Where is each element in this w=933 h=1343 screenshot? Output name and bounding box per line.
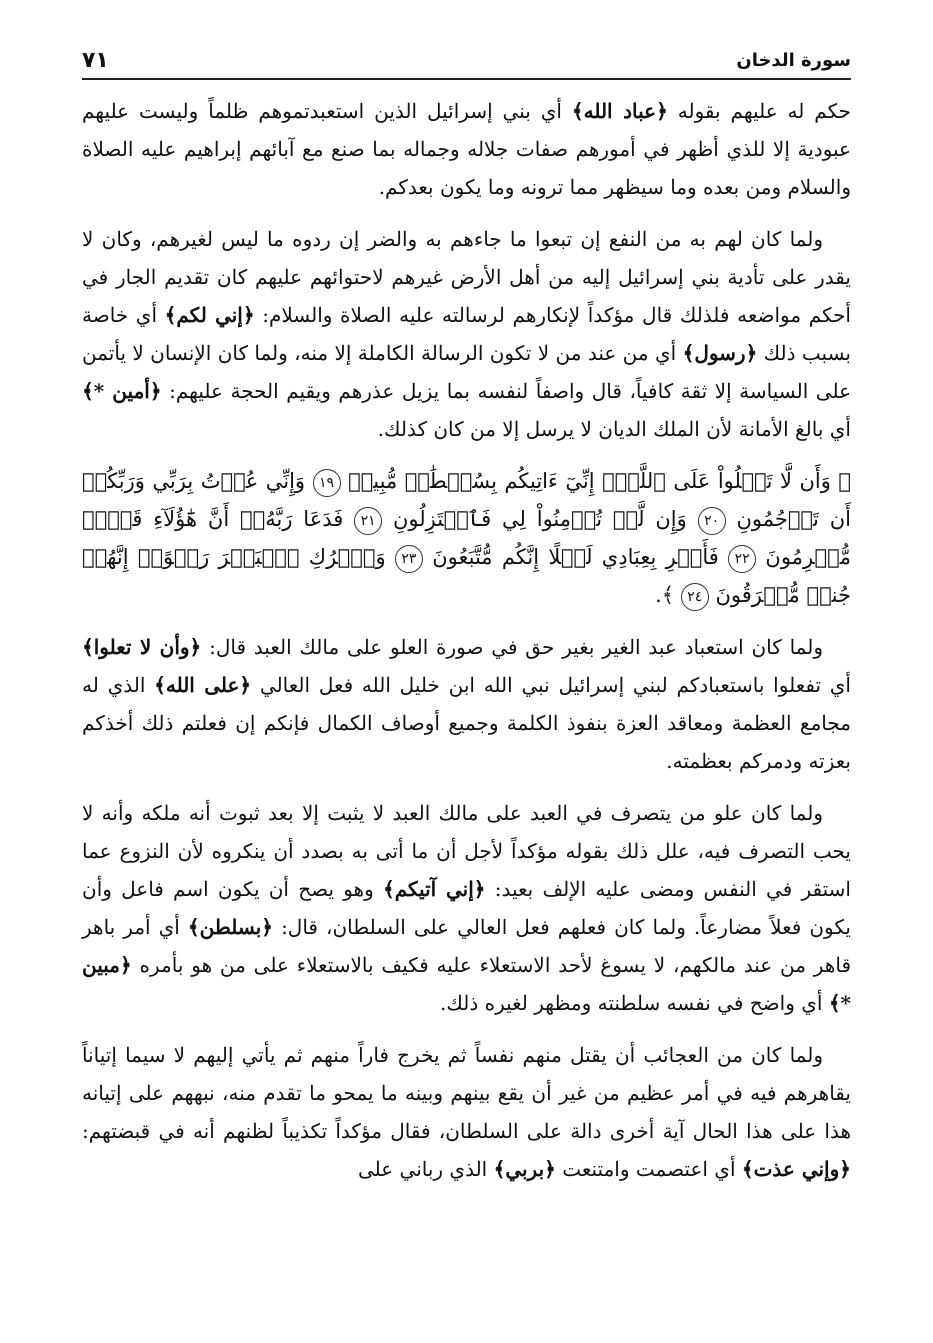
text: أي من عند من لا تكون الرسالة الكاملة إلا منه، ولما كان الإنسان لا يأتمن على السياسة إلا ثقة كافياً، قال واصفاً لنفسه بما يزيل عذرهم ويقيم الحجة عليهم: [82, 341, 851, 403]
text: ولما كان لهم به من النفع إن تبعوا ما جاءهم به والضر إن ردوه ما ليس لغيرهم، وكان لا يقدر على تأدية بني إسرائيل إليه من أهل الأرض غيرهم لاحتوائهم عليهم كان تقديم الجار في أحكم مواضعه فلذلك قال مؤكداً لإنكارهم لرسالته عليه الصلاة والسلام: [82, 227, 851, 327]
text: أي بني إسرائيل الذين استعبدتموهم ظلماً وليست عليهم عبودية إلا للذي أظهر في أمورهم صفات جلاله وجماله بما صنع مع آبائهم إبراهيم عليه الصلاة والسلام ومن بعده وما سيظهر مما ترونه وما يكون بعدكم. [82, 99, 851, 199]
text: الذي له مجامع العظمة ومعاقد العزة بنفوذ الكلمة وجميع أوصاف الكمال فإنكم إن فعلتم ذلك أخذكم بعزته ودمركم بعظمته. [82, 673, 851, 773]
paragraph-5 [82, 1036, 851, 1188]
verse-text: وَأَن لَّا تَعۡلُواْ عَلَى ٱللَّهِۖ إِنِّيٓ ءَاتِيكُم بِسُلۡطَٰنٖ مُّبِينٖ [340, 469, 839, 493]
text: أي خاصة بسبب ذلك [82, 303, 851, 365]
page-header [82, 46, 851, 80]
page-number: ٧١ [82, 48, 109, 73]
page-body [82, 92, 851, 1202]
ayah-number: ١٩ [313, 469, 341, 497]
verse-text: وَٱتۡرُكِ ٱلۡبَحۡرَ رَهۡوًاۖ إِنَّهُمۡ جُندٞ مُّغۡرَقُونَ [82, 545, 851, 607]
paragraph-4 [82, 794, 851, 1022]
surah-title: سورة الدخان [736, 50, 851, 71]
quran-quote: ﴿بربي﴾ [493, 1157, 556, 1181]
text: أي اعتصمت وامتنعت [555, 1157, 742, 1181]
quran-quote: ﴿وإني عذت﴾ [741, 1157, 851, 1181]
text: وهو يصح أن يكون اسم فاعل وأن يكون فعلاً مضارعاً. ولما كان فعلهم فعل العالي على السلطان، قال: [82, 877, 851, 939]
quran-quote: ﴿أمين *﴾ [82, 379, 162, 403]
text: الذي رباني على [357, 1157, 494, 1181]
paragraph-2 [82, 220, 851, 448]
quran-quote: ﴿وأن لا تعلوا﴾ [82, 635, 202, 659]
quran-quote: ﴿على الله﴾ [154, 673, 252, 697]
quran-quote: ﴿رسول﴾ [682, 341, 758, 365]
text: ولما كان من العجائب أن يقتل منهم نفساً ثم يخرج فاراً منهم ثم يأتي إليهم لا سيما إتياناً يقاهرهم فيه في أمر عظيم من غير أن يقع بينهم وبينه ما يمحو ما تقدم منه، نبههم على إتيانه هذا على هذا الحال آية أخرى دالة على السلطان، فقال مؤكداً تكذيباً لظنهم أنه في قبضتهم: [82, 1043, 851, 1143]
quran-quote: ﴿مبين *﴾ [82, 953, 851, 1015]
verse-text: وَإِنِّي عُذۡتُ بِرَبِّي وَرَبِّكُمۡ أَن تَرۡجُمُونِ [82, 469, 851, 531]
ayah-number: ٢١ [354, 507, 382, 535]
text: أي واضح في نفسه سلطنته ومظهر لغيره ذلك. [440, 991, 829, 1015]
quran-verse-block [82, 462, 851, 614]
text: أي بالغ الأمانة لأن الملك الديان لا يرسل إلا من كان كذلك. [377, 417, 851, 441]
paragraph-1 [82, 92, 851, 206]
verse-bracket: ﴿ [838, 469, 851, 493]
verse-bracket: ﴾. [655, 583, 681, 607]
text: أي تفعلوا باستعبادكم لبني إسرائيل نبي الله ابن خليل الله فعل العالي [251, 673, 851, 697]
verse-text: وَإِن لَّمۡ تُؤۡمِنُواْ لِي فَٱعۡتَزِلُونِ [382, 507, 698, 531]
paragraph-3 [82, 628, 851, 780]
ayah-number: ٢٠ [698, 507, 726, 535]
text: حكم له عليهم بقوله [667, 99, 851, 123]
verse-text: فَأَسۡرِ بِعِبَادِي لَيۡلًا إِنَّكُم مُّتَّبَعُونَ [422, 545, 729, 569]
text: أي أمر باهر قاهر من عند مالكهم، لا يسوغ لأحد الاستعلاء عليه فكيف بالاستعلاء على من هو بأمره [82, 915, 851, 977]
verse-text: فَدَعَا رَبَّهُۥٓ أَنَّ هَٰٓؤُلَآءِ قَوۡمٞ مُّجۡرِمُونَ [82, 507, 851, 569]
quran-quote: ﴿بسلطن﴾ [187, 915, 274, 939]
text: ولما كان استعباد عبد الغير بغير حق في صورة العلو على مالك العبد قال: [201, 635, 823, 659]
text: ولما كان علو من يتصرف في العبد على مالك العبد لا يثبت إلا بعد ثبوت أنه ملكه وأنه لا يحب التصرف فيه، علل ذلك بقوله مؤكداً لأجل أن ما أتى به بصدد أن ينكروه لأن النزوع عما استقر في النفس ومضى عليه الإلف بعيد: [82, 801, 851, 901]
quran-quote: ﴿عباد الله﴾ [571, 99, 668, 123]
ayah-number: ٢٤ [681, 583, 709, 611]
quran-quote: ﴿إني لكم﴾ [164, 303, 255, 327]
ayah-number: ٢٢ [728, 545, 756, 573]
quran-quote: ﴿إني آتيكم﴾ [382, 877, 486, 901]
ayah-number: ٢٣ [395, 545, 423, 573]
